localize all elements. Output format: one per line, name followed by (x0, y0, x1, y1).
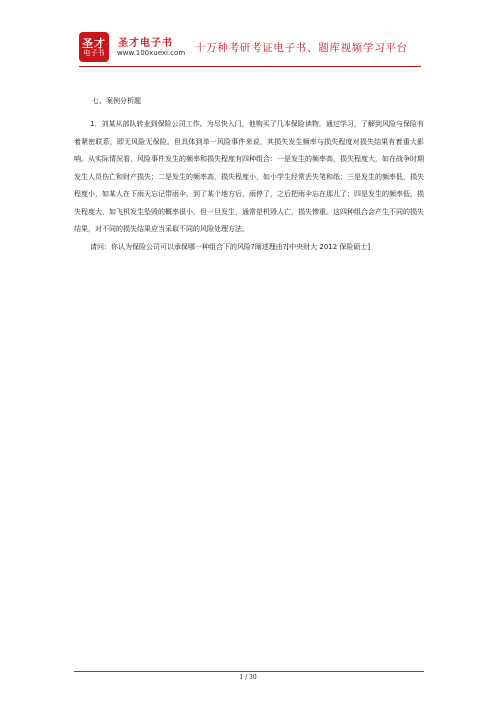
document-body (74, 96, 424, 256)
footer-divider (74, 671, 424, 672)
page-number: 1 / 30 (239, 674, 257, 681)
logo-text-bottom: 电子书 (83, 48, 105, 57)
brand-url: www.100xuexi.com (117, 49, 186, 57)
logo-text-top: 圣才 (82, 36, 106, 50)
header-divider (79, 66, 421, 67)
case-paragraph: 1．刘某从部队转业到保险公司工作。为尽快入门，他购买了几本保险读物。通过学习，了解到风险与保险有着紧密联系，即无风险无保险。但具体到单一风险事件来说，其损失发生频率与损失程度对损失结果有着重大影响。从实际情况看，风险事件发生的频率和损失程度有四种组合：一是发生的频率高，损失程度大，如在战争时期发生人员伤亡和财产损失；二是发生的频率高，损失程度小，如小学生经常丢失笔和纸；三是发生的频率低，损失程度小，如某人在下雨天忘记带雨伞，到了某个地方后，雨停了，之后把雨伞忘在那儿了；四是发生的频率低，损失程度大，如飞机发生坠毁的概率很小，但一旦发生，通常是机毁人亡，损失惨重。这四种组合会产生不同的损失结果，对不同的损失结果应当采取不同的风险处理方法。 (74, 120, 424, 233)
page-header (0, 0, 496, 70)
brand-logo (79, 32, 109, 62)
header-slogan: 十万种考研考证电子书、题库视频学习平台 (195, 42, 408, 54)
section-heading: 七、案例分析题 (92, 97, 141, 105)
question-paragraph: 请问：你认为保险公司可以承保哪一种组合下的风险?阐述理由?[中央财大 2012 保险硕士] (90, 242, 371, 251)
brand-name: 圣才电子书 (118, 38, 173, 49)
